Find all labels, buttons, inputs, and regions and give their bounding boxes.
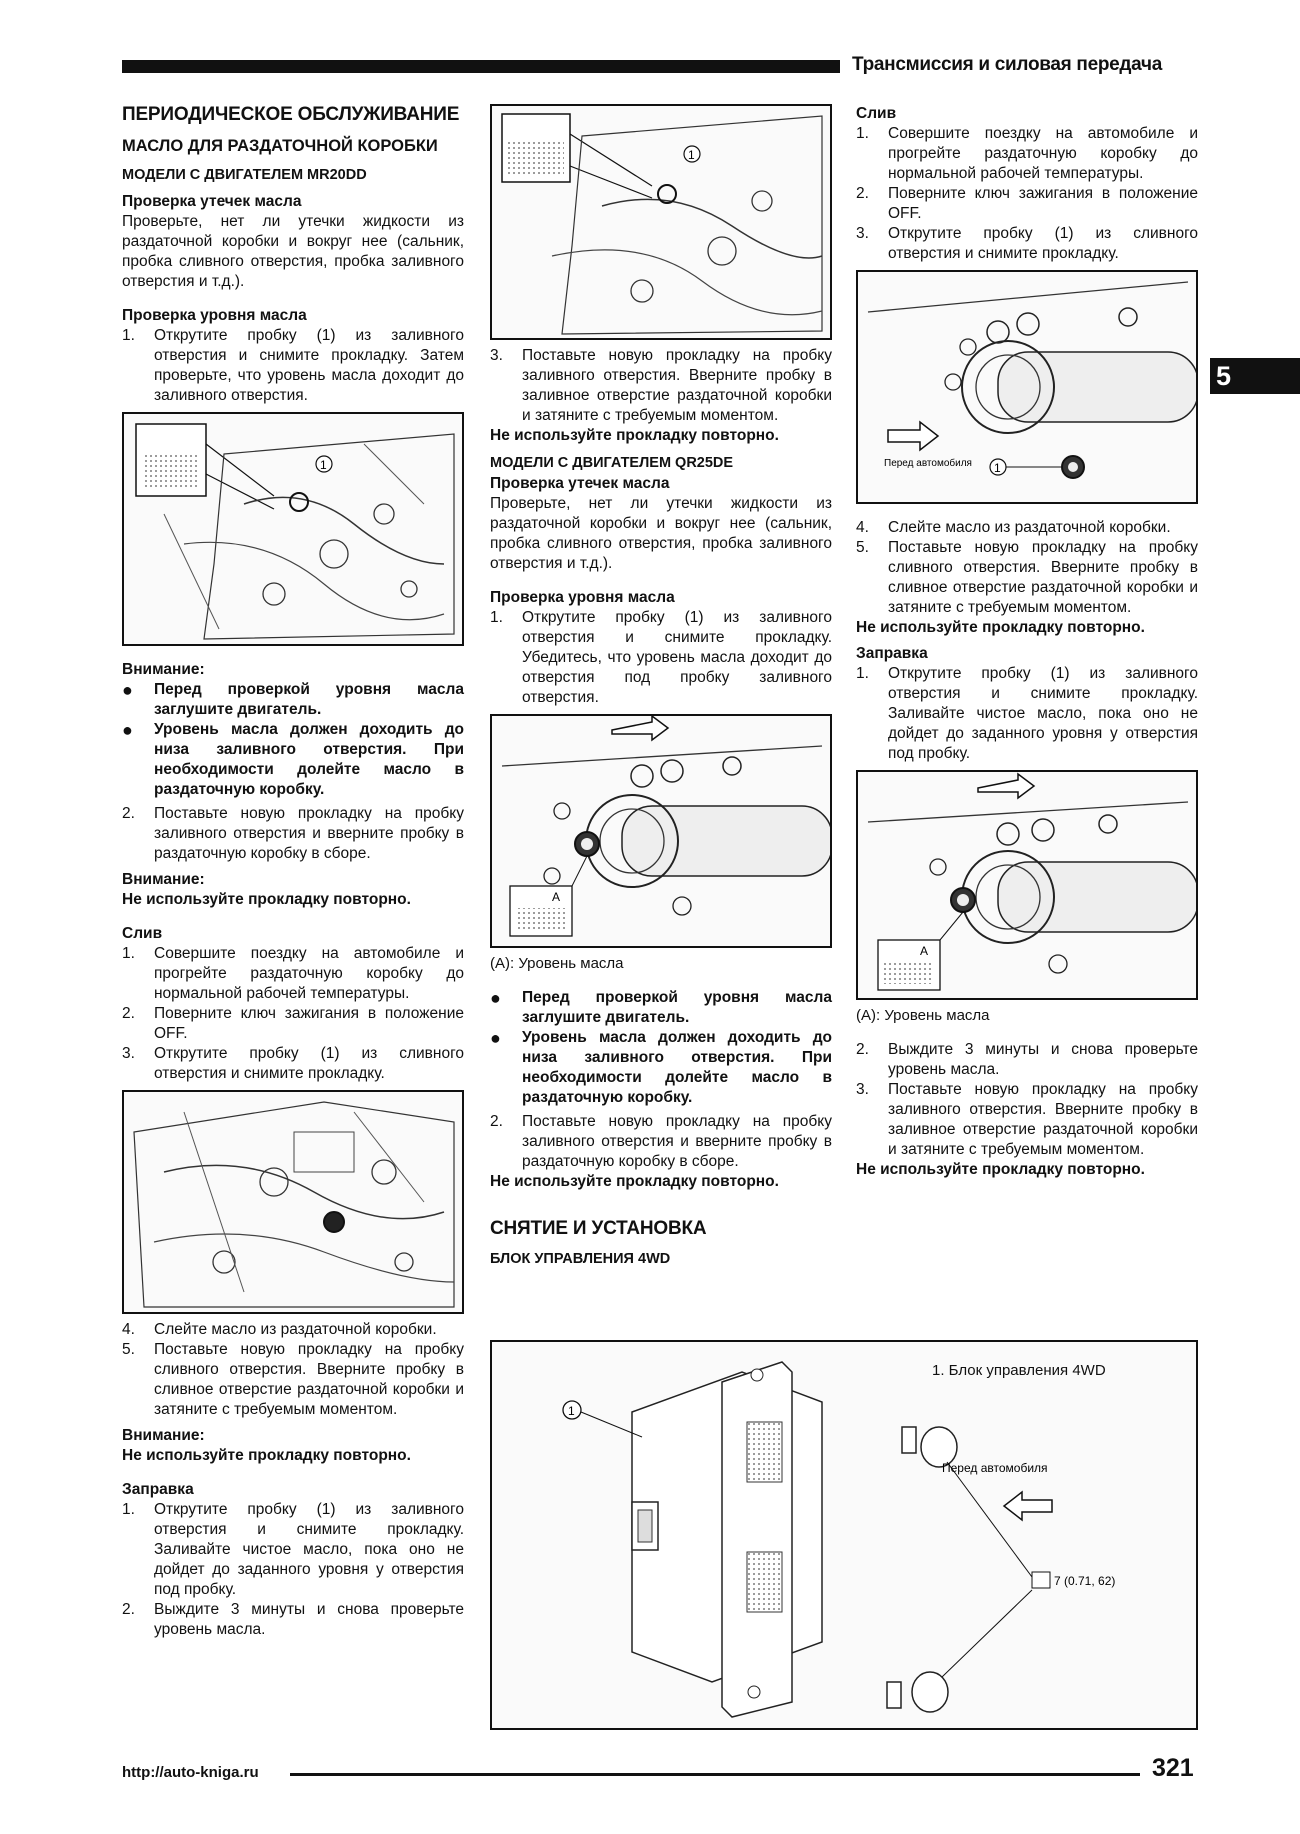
torque-spec: 7 (0.71, 62) [1054, 1574, 1116, 1588]
level-step-2 [122, 804, 464, 864]
level-check-title: Проверка уровня масла [490, 589, 675, 606]
list-item: ● Перед проверкой уровня масла заглушите двигатель. [490, 988, 832, 1026]
transfer-case-figure-2 [856, 270, 1198, 504]
section-heading: ПЕРИОДИЧЕСКОЕ ОБСЛУЖИВАНИЕ [122, 104, 460, 125]
warning-text: Не используйте прокладку повторно. [856, 619, 1145, 636]
figure-callout: A [552, 890, 561, 904]
figure-callout: 1 [994, 461, 1001, 475]
level-check-title: Проверка уровня масла [122, 307, 307, 324]
list-item: 5. Поставьте новую прокладку на пробку сливного отверстия. Вверните пробку в сливное отверстие раздаточной коробки и затяните с требуемым моментом. [122, 1341, 464, 1418]
removal-heading: СНЯТИЕ И УСТАНОВКА [490, 1218, 707, 1239]
list-item: 1. Совершите поездку на автомобиле и прогрейте раздаточную коробку до нормальной рабочей температуры. [856, 125, 1198, 182]
list-item: 3. Открутите пробку (1) из сливного отверстия и снимите прокладку. [856, 225, 1198, 262]
attention-bullets [122, 680, 464, 800]
figure-callout: A [920, 944, 929, 958]
column-1 [122, 102, 464, 1640]
front-label: Перед автомобиля [942, 1461, 1048, 1475]
level-step-2 [490, 1112, 832, 1172]
fill-steps-continued [856, 1040, 1198, 1160]
column-2 [490, 104, 832, 1270]
page-number: 321 [1152, 1754, 1194, 1782]
figure-caption: (A): Уровень масла [490, 955, 624, 972]
attention-title: Внимание: [122, 871, 205, 888]
attention-text: Не используйте прокладку повторно. [122, 891, 411, 908]
list-item: 3. Поставьте новую прокладку на пробку заливного отверстия. Вверните пробку в заливное отверстие раздаточной коробки и затяните с требуемым моментом. [856, 1081, 1198, 1158]
list-item: 3. Открутите пробку (1) из сливного отверстия и снимите прокладку. [122, 1045, 464, 1082]
list-item: 4. Слейте масло из раздаточной коробки. [856, 519, 1171, 536]
list-item: 2. Поверните ключ зажигания в положение OFF. [856, 185, 1198, 222]
subsection-heading: МАСЛО ДЛЯ РАЗДАТОЧНОЙ КОРОБКИ [122, 137, 438, 155]
model-heading: МОДЕЛИ С ДВИГАТЕЛЕМ MR20DD [122, 167, 367, 183]
list-item: 2. Выждите 3 минуты и снова проверьте уровень масла. [856, 1041, 1198, 1078]
level-step-3 [490, 346, 832, 426]
header-title: Трансмиссия и силовая передача [852, 54, 1162, 75]
level-steps [490, 608, 832, 708]
drain-steps [122, 944, 464, 1084]
list-item: 1. Открутите пробку (1) из заливного отверстия и снимите прокладку. Затем проверьте, что уровень масла доходит до заливного отверстия. [122, 327, 464, 404]
drain-title: Слив [122, 925, 163, 942]
level-steps [122, 326, 464, 406]
leak-check-text: Проверьте, нет ли утечки жидкости из раздаточной коробки и вокруг нее (сальник, пробка сливного отверстия, пробка заливного отверстия и т.д.). [490, 495, 832, 572]
drain-steps-continued [122, 1320, 464, 1420]
drain-steps-continued [856, 518, 1198, 618]
header-bar [122, 60, 840, 73]
attention-bullets [490, 988, 832, 1108]
list-item: ● Уровень масла должен доходить до низа заливного отверстия. При необходимости долейте масло в раздаточную коробку. [490, 1028, 832, 1106]
list-item: 5. Поставьте новую прокладку на пробку сливного отверстия. Вверните пробку в сливное отверстие раздаточной коробки и затяните с требуемым моментом. [856, 539, 1198, 616]
fill-title: Заправка [122, 1481, 194, 1498]
list-item: 1. Открутите пробку (1) из заливного отверстия и снимите прокладку. Убедитесь, что уровень масла доходит до отверстия под пробку заливного отверстия. [490, 609, 832, 706]
drain-title: Слив [856, 105, 897, 122]
fill-steps [122, 1500, 464, 1640]
list-item: 2. Поставьте новую прокладку на пробку заливного отверстия и вверните пробку в раздаточную коробку в сборе. [122, 805, 464, 862]
list-item: 2. Выждите 3 минуты и снова проверьте уровень масла. [122, 1601, 464, 1638]
attention-title: Внимание: [122, 661, 205, 678]
warning-text: Не используйте прокладку повторно. [490, 1173, 779, 1190]
footer-url: http://auto-kniga.ru [122, 1764, 259, 1781]
figure-caption: (A): Уровень масла [856, 1007, 990, 1024]
transfer-case-figure-1 [490, 714, 832, 948]
engine-figure-1 [122, 412, 464, 646]
warning-text: Не используйте прокладку повторно. [856, 1161, 1145, 1178]
list-item: ● Перед проверкой уровня масла заглушите двигатель. [122, 680, 464, 718]
drain-steps [856, 124, 1198, 264]
list-item: 2. Поверните ключ зажигания в положение OFF. [122, 1005, 464, 1042]
warning-text: Не используйте прокладку повторно. [490, 427, 779, 444]
footer-rule [290, 1773, 1140, 1776]
front-label: Перед автомобиля [884, 458, 972, 469]
column-3 [856, 104, 1198, 1180]
figure-callout: 1 [320, 458, 327, 472]
attention-text: Не используйте прокладку повторно. [122, 1447, 411, 1464]
figure-callout: 1 [688, 148, 695, 162]
transfer-case-figure-3 [856, 770, 1198, 1000]
figure-legend: 1. Блок управления 4WD [932, 1362, 1106, 1379]
control-module-figure [490, 1340, 1198, 1730]
leak-check-text: Проверьте, нет ли утечки жидкости из раздаточной коробки и вокруг нее (сальник, пробка сливного отверстия, пробка заливного отверстия и т.д.). [122, 213, 464, 290]
fill-steps [856, 664, 1198, 764]
fill-title: Заправка [856, 645, 928, 662]
engine-figure-2 [122, 1090, 464, 1314]
engine-figure-3 [490, 104, 832, 340]
model-heading: МОДЕЛИ С ДВИГАТЕЛЕМ QR25DE [490, 455, 734, 471]
list-item: 1. Открутите пробку (1) из заливного отверстия и снимите прокладку. Заливайте чистое масло, пока оно не дойдет до заданного уровня у отверстия под пробку. [856, 665, 1198, 762]
leak-check-title: Проверка утечек масла [122, 193, 302, 210]
module-heading: БЛОК УПРАВЛЕНИЯ 4WD [490, 1251, 671, 1267]
list-item: 2. Поставьте новую прокладку на пробку заливного отверстия и вверните пробку в раздаточную коробку в сборе. [490, 1113, 832, 1170]
list-item: ● Уровень масла должен доходить до низа заливного отверстия. При необходимости долейте масло в раздаточную коробку. [122, 720, 464, 798]
list-item: 4. Слейте масло из раздаточной коробки. [122, 1321, 437, 1338]
figure-callout: 1 [568, 1404, 575, 1418]
list-item: 3. Поставьте новую прокладку на пробку заливного отверстия. Вверните пробку в заливное отверстие раздаточной коробки и затяните с требуемым моментом. [490, 347, 832, 424]
list-item: 1. Совершите поездку на автомобиле и прогрейте раздаточную коробку до нормальной рабочей температуры. [122, 945, 464, 1002]
leak-check-title: Проверка утечек масла [490, 475, 670, 492]
list-item: 1. Открутите пробку (1) из заливного отверстия и снимите прокладку. Заливайте чистое масло, пока оно не дойдет до заданного уровня у отверстия под пробку. [122, 1501, 464, 1598]
attention-title: Внимание: [122, 1427, 205, 1444]
chapter-tab: 5 [1210, 358, 1300, 394]
